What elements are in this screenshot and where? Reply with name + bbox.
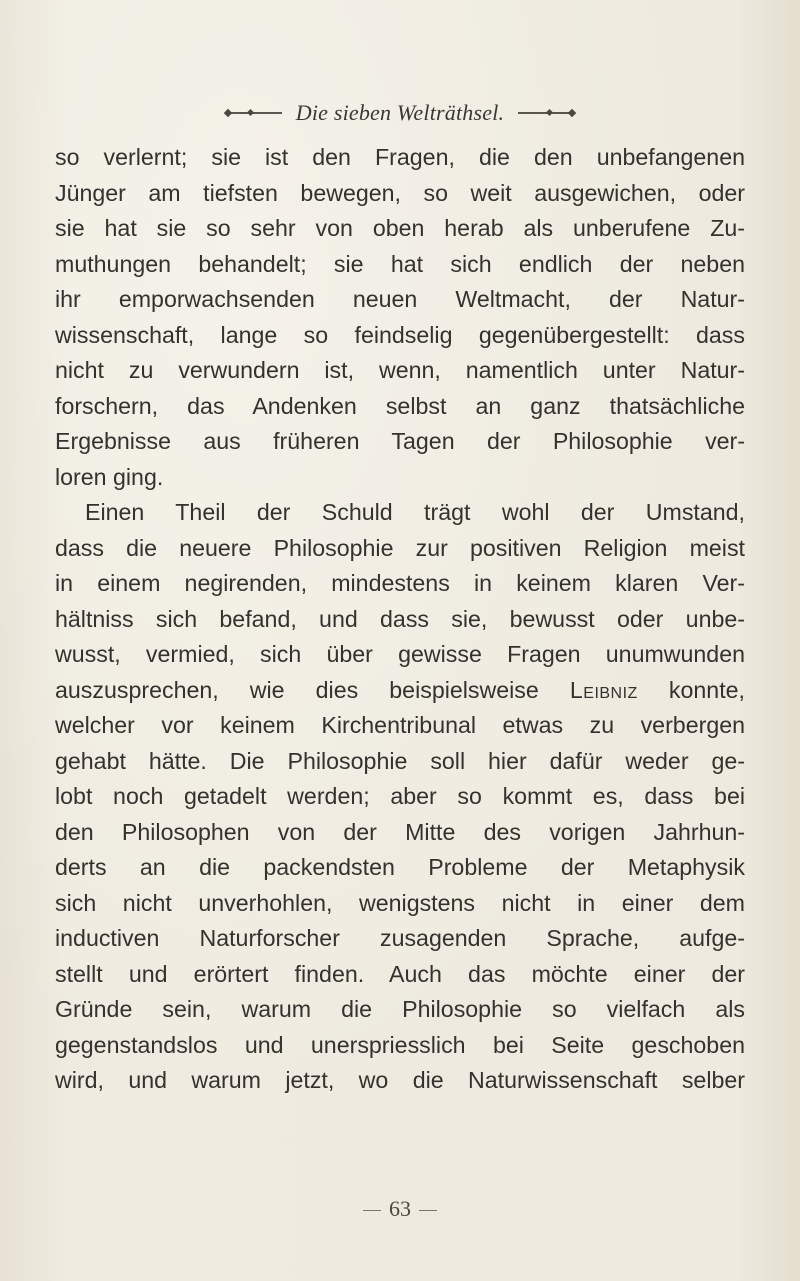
body-text xyxy=(55,140,745,1099)
text-line: so verlernt; sie ist den Fragen, die den unbefangenen xyxy=(55,144,745,170)
text-line: wissenschaft, lange so feindselig gegenübergestellt: dass xyxy=(55,321,745,348)
page-number xyxy=(0,1196,800,1222)
text-line: welcher vor keinem Kirchentribunal etwas zu verbergen xyxy=(55,712,745,738)
folio-dash-left xyxy=(363,1210,381,1211)
text-line: wusst, vermied, sich über gewisse Fragen unumwunden xyxy=(55,641,745,667)
text-line: derts an die packendsten Probleme der Metaphysik xyxy=(55,854,745,880)
text-line: stellt und erörtert finden. Auch das möchte einer der xyxy=(55,960,745,987)
folio-dash-right xyxy=(419,1210,437,1211)
text-line: den Philosophen von der Mitte des vorigen Jahrhun- xyxy=(55,818,745,845)
text-line xyxy=(55,673,745,709)
page-number-value: 63 xyxy=(389,1196,411,1221)
running-head xyxy=(0,100,800,126)
text-line: sie hat sie so sehr von oben herab als unberufene Zu- xyxy=(55,215,745,241)
text-line: forschern, das Andenken selbst an ganz thatsächliche xyxy=(55,392,745,419)
ornament-right xyxy=(518,112,572,114)
text-line: wird, und warum jetzt, wo die Naturwissenschaft selber xyxy=(55,1067,745,1093)
text-line: gehabt hätte. Die Philosophie soll hier dafür weder ge- xyxy=(55,747,745,774)
ornament-left xyxy=(228,112,282,114)
text-line: dass die neuere Philosophie zur positiven Religion meist xyxy=(55,534,745,561)
line-text: auszusprechen, wie dies beispielsweise xyxy=(55,676,570,703)
text-line: Einen Theil der Schuld trägt wohl der Umstand, xyxy=(85,499,745,525)
text-line: in einem negirenden, mindestens in keinem klaren Ver- xyxy=(55,570,745,596)
text-line: gegenstandslos und unerspriesslich bei Seite geschoben xyxy=(55,1031,745,1058)
text-line: Gründe sein, warum die Philosophie so vielfach als xyxy=(55,996,745,1022)
text-line: Ergebnisse aus früheren Tagen der Philosophie ver- xyxy=(55,428,745,454)
text-line: ihr emporwachsenden neuen Weltmacht, der Natur- xyxy=(55,286,745,312)
author-name-smallcaps: Leibniz xyxy=(569,676,638,703)
text-line: lobt noch getadelt werden; aber so kommt es, dass bei xyxy=(55,783,745,809)
text-line: muthungen behandelt; sie hat sich endlich der neben xyxy=(55,250,745,277)
text-line: loren ging. xyxy=(55,463,164,490)
text-line: hältniss sich befand, und dass sie, bewusst oder unbe- xyxy=(55,605,745,632)
text-line: sich nicht unverhohlen, wenigstens nicht in einer dem xyxy=(55,889,745,916)
text-line: Jünger am tiefsten bewegen, so weit ausgewichen, oder xyxy=(55,179,745,206)
text-line: inductiven Naturforscher zusagenden Sprache, aufge- xyxy=(55,925,745,951)
running-title: Die sieben Welträthsel. xyxy=(295,100,505,125)
line-text: konnte, xyxy=(637,676,745,703)
text-line: nicht zu verwundern ist, wenn, namentlich unter Natur- xyxy=(55,357,745,383)
